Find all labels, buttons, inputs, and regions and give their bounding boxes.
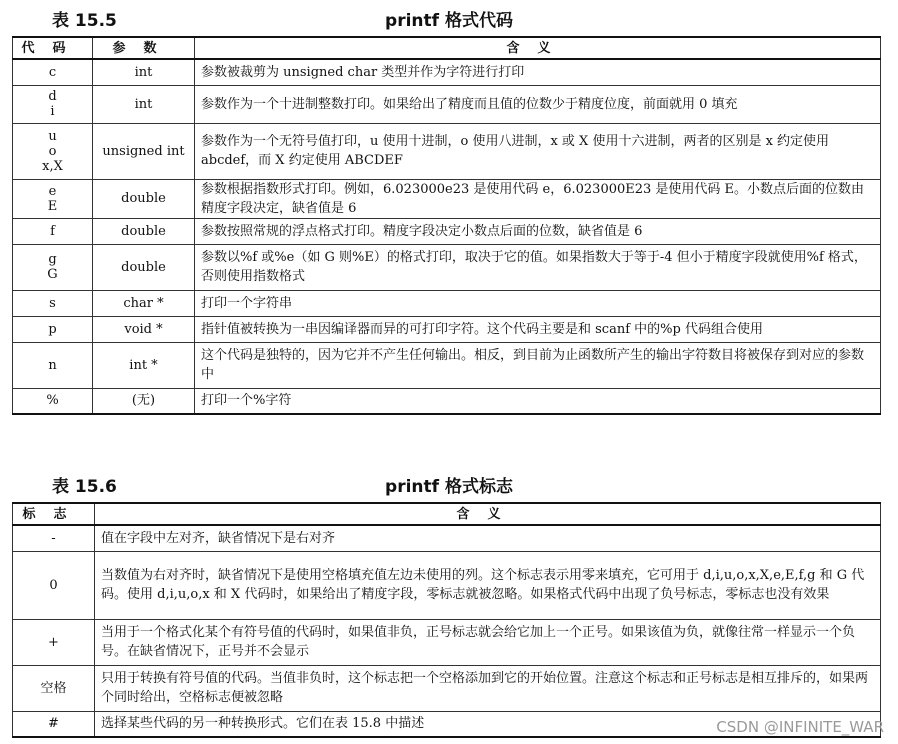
table-15-6-header [0, 468, 898, 498]
param-cell: double [93, 244, 195, 290]
meaning-cell: 这个代码是独特的，因为它并不产生任何输出。相反，到目前为止函数所产生的输出字符数目将被保存到对应的参数中 [195, 342, 881, 388]
code-cell [13, 59, 93, 85]
table-title: printf 格式标志 [385, 477, 513, 497]
meaning-cell: 打印一个%字符 [195, 388, 881, 414]
meaning-cell: 参数根据指数形式打印。例如，6.023000e23 是使用代码 e，6.023000E23 是使用代码 E。小数点后面的位数由精度字段决定，缺省值是 6 [195, 179, 881, 218]
header-meaning: 含义 [195, 37, 881, 59]
param-cell: double [93, 179, 195, 218]
meaning-cell: 当数值为右对齐时，缺省情况下是使用空格填充值左边未使用的列。这个标志表示用零来填充，它可用于 d,i,u,o,x,X,e,E,f,g 和 G 代码。使用 d,i,u,o,x 和 X 代码时，如果给出了精度字段，零标志就被忽略。如果格式代码中出现了负号标志，零标志也没有效果 [95, 551, 881, 619]
table-row [13, 342, 881, 388]
table-row [13, 59, 881, 85]
flag-cell: 空格 [13, 665, 95, 711]
header-meaning: 含义 [95, 503, 881, 525]
code-value: i [50, 104, 55, 119]
flag-cell: - [13, 525, 95, 551]
table-row [13, 123, 881, 179]
code-value: n [48, 357, 57, 373]
code-value: s [49, 295, 56, 311]
code-value: f [50, 223, 55, 239]
meaning-cell: 参数作为一个无符号值打印，u 使用十进制，o 使用八进制，x 或 X 使用十六进制，两者的区别是 x 约定使用 abcdef，而 X 约定使用 ABCDEF [195, 123, 881, 179]
param-cell: void * [93, 316, 195, 342]
table-number: 表 15.5 [52, 11, 117, 31]
code-value: u [48, 128, 57, 144]
table-row [13, 244, 881, 290]
table-row [13, 179, 881, 218]
meaning-cell: 打印一个字符串 [195, 290, 881, 316]
code-value: G [47, 267, 58, 282]
code-value: g [48, 252, 57, 267]
param-cell: unsigned int [93, 123, 195, 179]
code-cell [13, 85, 93, 123]
param-cell: int [93, 85, 195, 123]
table-row [13, 316, 881, 342]
meaning-cell: 参数作为一个十进制整数打印。如果给出了精度而且值的位数少于精度位度，前面就用 0 填充 [195, 85, 881, 123]
table-row [13, 388, 881, 414]
param-cell: int * [93, 342, 195, 388]
code-value: x,X [42, 158, 63, 174]
table-number: 表 15.6 [52, 477, 117, 497]
table-15-5-header [0, 2, 898, 32]
code-value: p [48, 321, 57, 337]
header-code: 代码 [13, 37, 93, 59]
table-row [13, 619, 881, 665]
table-row [13, 551, 881, 619]
meaning-cell: 参数以%f 或%e（如 G 则%E）的格式打印，取决于它的值。如果指数大于等于-4 但小于精度字段就使用%f 格式，否则使用指数格式 [195, 244, 881, 290]
param-cell: (无) [93, 388, 195, 414]
meaning-cell: 只用于转换有符号值的代码。当值非负时，这个标志把一个空格添加到它的开始位置。注意这个标志和正号标志是相互排斥的，如果两个同时给出，空格标志便被忽略 [95, 665, 881, 711]
meaning-cell: 参数按照常规的浮点格式打印。精度字段决定小数点后面的位数，缺省值是 6 [195, 218, 881, 244]
flag-cell: + [13, 619, 95, 665]
meaning-cell: 当用于一个格式化某个有符号值的代码时，如果值非负，正号标志就会给它加上一个正号。如果该值为负，就像往常一样显示一个负号。在缺省情况下，正号并不会显示 [95, 619, 881, 665]
code-value: e [48, 183, 57, 199]
meaning-cell: 指针值被转换为一串因编译器而异的可打印字符。这个代码主要是和 scanf 中的%p 代码组合使用 [195, 316, 881, 342]
table-header-row [13, 503, 881, 525]
meaning-cell: 选择某些代码的另一种转换形式。它们在表 15.8 中描述 [95, 711, 881, 737]
watermark: CSDN @INFINITE_WAR [716, 718, 884, 736]
code-value: d [48, 89, 57, 104]
format-codes-table [12, 36, 881, 415]
code-cell [13, 342, 93, 388]
code-cell [13, 244, 93, 290]
code-cell [13, 290, 93, 316]
format-flags-table [12, 502, 881, 738]
code-cell [13, 123, 93, 179]
param-cell: char * [93, 290, 195, 316]
flag-cell: # [13, 711, 95, 737]
code-value: c [48, 64, 57, 80]
table-title: printf 格式代码 [385, 11, 513, 31]
code-value: E [47, 198, 58, 214]
table-row [13, 665, 881, 711]
meaning-cell: 参数被裁剪为 unsigned char 类型并作为字符进行打印 [195, 59, 881, 85]
code-cell [13, 316, 93, 342]
table-row [13, 525, 881, 551]
code-cell [13, 388, 93, 414]
table-row [13, 218, 881, 244]
code-value: % [46, 393, 59, 409]
param-cell: double [93, 218, 195, 244]
code-value: o [48, 143, 57, 159]
table-row [13, 85, 881, 123]
code-cell [13, 218, 93, 244]
code-cell [13, 179, 93, 218]
flag-cell: 0 [13, 551, 95, 619]
header-flag: 标志 [13, 503, 95, 525]
param-cell: int [93, 59, 195, 85]
meaning-cell: 值在字段中左对齐，缺省情况下是右对齐 [95, 525, 881, 551]
table-header-row [13, 37, 881, 59]
table-row [13, 290, 881, 316]
header-param: 参数 [93, 37, 195, 59]
